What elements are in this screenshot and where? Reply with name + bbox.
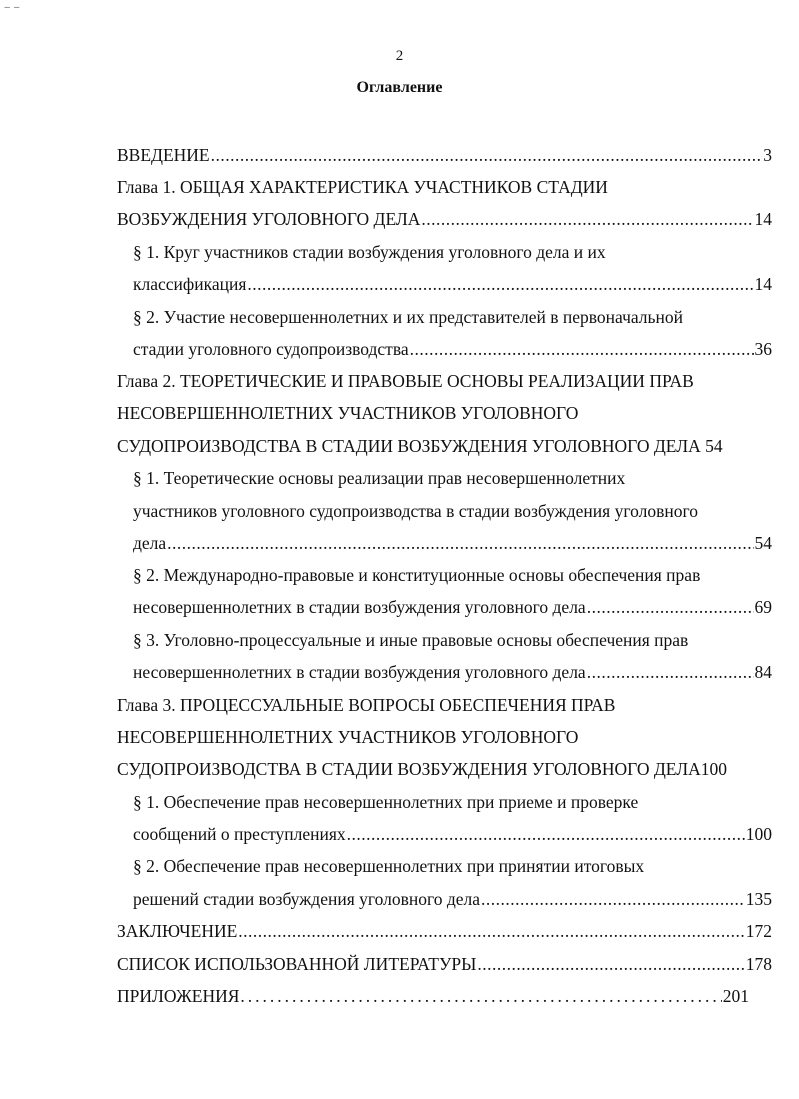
toc-entry-appendices[interactable]: [117, 981, 749, 1011]
toc-entry-ch3-sec2-end[interactable]: [133, 884, 772, 914]
toc-entry-ch2-sec3-heading[interactable]: [133, 625, 772, 655]
toc-entry-text: несовершеннолетних в стадии возбуждения уголовного дела: [133, 662, 586, 682]
toc-entry-text: § 1. Обеспечение прав несовершеннолетних при приеме и проверке: [133, 792, 639, 812]
toc-entry-chapter-1-end[interactable]: [117, 204, 772, 234]
toc-entry-text: СПИСОК ИСПОЛЬЗОВАННОЙ ЛИТЕРАТУРЫ: [117, 954, 477, 974]
dot-leader: [477, 949, 744, 979]
dot-leader: [421, 204, 753, 234]
dot-leader: [247, 269, 753, 299]
toc-entry-page: 14: [754, 209, 772, 229]
toc-entry-page: 201: [722, 986, 749, 1006]
toc-entry-text: § 2. Участие несовершеннолетних и их представителей в первоначальной: [133, 307, 683, 327]
page-number: 2: [395, 48, 404, 64]
toc-entry-text: сообщений о преступлениях: [133, 824, 346, 844]
toc-entry-text: участников уголовного судопроизводства в стадии возбуждения уголовного: [133, 501, 698, 521]
toc-entry-text: СУДОПРОИЗВОДСТВА В СТАДИИ ВОЗБУЖДЕНИЯ УГОЛОВНОГО ДЕЛА100: [117, 759, 728, 779]
toc-entry-text: несовершеннолетних в стадии возбуждения уголовного дела: [133, 597, 586, 617]
toc-entry-text: Глава 3. ПРОЦЕССУАЛЬНЫЕ ВОПРОСЫ ОБЕСПЕЧЕНИЯ ПРАВ: [117, 695, 616, 715]
toc-entry-text: ВОЗБУЖДЕНИЯ УГОЛОВНОГО ДЕЛА: [117, 209, 421, 229]
toc-entry-ch1-sec1-heading[interactable]: [133, 237, 772, 267]
dot-leader: [347, 819, 745, 849]
dot-leader: [167, 528, 753, 558]
toc-entry-ch1-sec2-heading[interactable]: [133, 302, 772, 332]
toc-entry-bibliography[interactable]: [117, 949, 772, 979]
toc-entry-chapter-2-line2[interactable]: [117, 398, 772, 428]
toc-entry-ch3-sec1-heading[interactable]: [133, 787, 772, 817]
dot-leader: [211, 140, 763, 170]
toc-entry-text: стадии уголовного судопроизводства: [133, 339, 409, 359]
toc-entry-chapter-3-end[interactable]: [117, 754, 772, 784]
toc-entry-text: НЕСОВЕРШЕННОЛЕТНИХ УЧАСТНИКОВ УГОЛОВНОГО: [117, 727, 579, 747]
toc-entry-ch3-sec1-end[interactable]: [133, 819, 772, 849]
toc-entry-text: § 3. Уголовно-процессуальные и иные правовые основы обеспечения прав: [133, 630, 689, 650]
dot-leader: [240, 981, 721, 1011]
toc-entry-page: 14: [754, 274, 772, 294]
toc-entry-text: ЗАКЛЮЧЕНИЕ: [117, 921, 238, 941]
toc-entry-text: решений стадии возбуждения уголовного дела: [133, 889, 481, 909]
toc-entry-chapter-2-end[interactable]: [117, 431, 772, 461]
toc-entry-ch2-sec1-line2[interactable]: [133, 496, 772, 526]
toc-entry-chapter-2-heading[interactable]: [117, 366, 772, 396]
dot-leader: [587, 657, 754, 687]
toc-entry-text: ПРИЛОЖЕНИЯ: [117, 986, 240, 1006]
toc-entry-introduction[interactable]: [117, 140, 772, 170]
toc-entry-ch1-sec1-end[interactable]: [133, 269, 772, 299]
toc-entry-ch2-sec3-end[interactable]: [133, 657, 772, 687]
dot-leader: [410, 334, 754, 364]
toc-entry-text: § 1. Теоретические основы реализации прав несовершеннолетних: [133, 468, 626, 488]
toc-entry-text: Глава 1. ОБЩАЯ ХАРАКТЕРИСТИКА УЧАСТНИКОВ СТАДИИ: [117, 177, 608, 197]
toc-entry-text: классификация: [133, 274, 247, 294]
toc-entry-text: § 2. Обеспечение прав несовершеннолетних при принятии итоговых: [133, 856, 645, 876]
toc-entry-text: НЕСОВЕРШЕННОЛЕТНИХ УЧАСТНИКОВ УГОЛОВНОГО: [117, 403, 579, 423]
dot-leader: [587, 592, 754, 622]
toc-entry-text: СУДОПРОИЗВОДСТВА В СТАДИИ ВОЗБУЖДЕНИЯ УГОЛОВНОГО ДЕЛА 54: [117, 436, 723, 456]
dot-leader: [481, 884, 745, 914]
toc-entry-ch2-sec2-heading[interactable]: [133, 560, 772, 590]
scan-artifact: ‒ ‒: [4, 2, 20, 13]
toc-entry-text: ВВЕДЕНИЕ: [117, 145, 210, 165]
toc-entry-text: Глава 2. ТЕОРЕТИЧЕСКИЕ И ПРАВОВЫЕ ОСНОВЫ РЕАЛИЗАЦИИ ПРАВ: [117, 371, 694, 391]
toc-entry-ch2-sec2-end[interactable]: [133, 592, 772, 622]
toc-entry-text: дела: [133, 533, 167, 553]
toc-entry-page: 3: [763, 145, 772, 165]
toc-entry-page: 36: [754, 339, 772, 359]
toc-entry-conclusion[interactable]: [117, 916, 772, 946]
toc-entry-ch2-sec1-heading[interactable]: [133, 463, 772, 493]
toc-title: Оглавление: [356, 79, 443, 96]
toc-entry-page: 84: [754, 662, 772, 682]
toc-entry-ch1-sec2-end[interactable]: [133, 334, 772, 364]
toc-entry-chapter-1-heading[interactable]: [117, 172, 772, 202]
toc-entry-text: § 1. Круг участников стадии возбуждения уголовного дела и их: [133, 242, 606, 262]
toc-entry-page: 135: [745, 889, 772, 909]
toc-entry-page: 172: [745, 921, 772, 941]
toc-entry-text: § 2. Международно-правовые и конституционные основы обеспечения прав: [133, 565, 701, 585]
toc-entry-page: 100: [745, 824, 772, 844]
toc-entry-chapter-3-line2[interactable]: [117, 722, 772, 752]
toc-entry-page: 69: [754, 597, 772, 617]
dot-leader: [238, 916, 744, 946]
toc-entry-ch2-sec1-end[interactable]: [133, 528, 772, 558]
toc-entry-page: 54: [754, 533, 772, 553]
toc-entry-chapter-3-heading[interactable]: [117, 690, 772, 720]
toc-entry-page: 178: [745, 954, 772, 974]
toc-entry-ch3-sec2-heading[interactable]: [133, 851, 772, 881]
